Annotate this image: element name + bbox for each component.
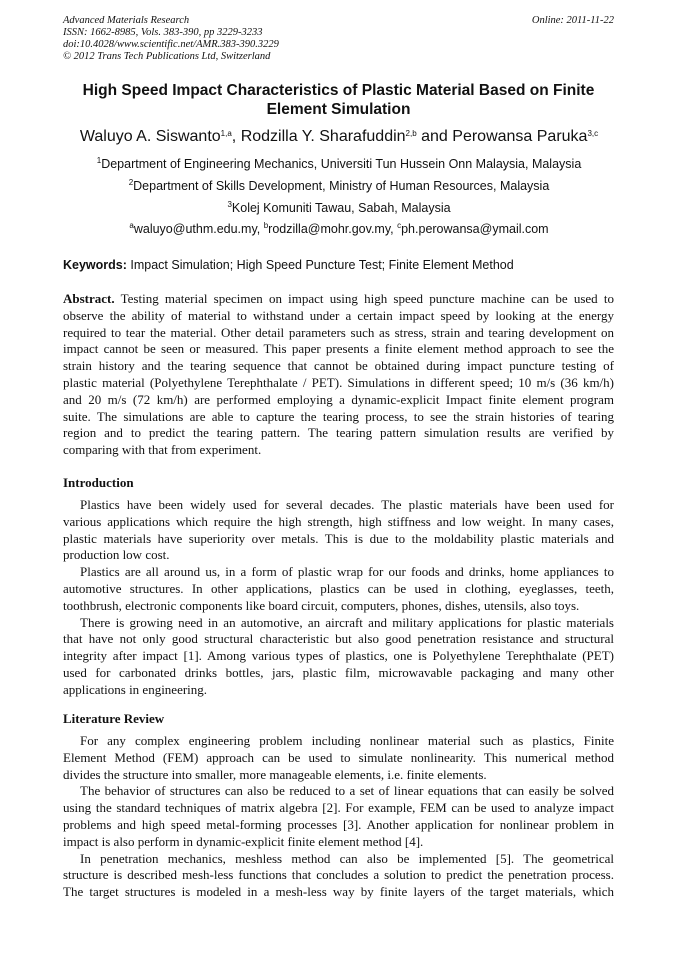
text-line: divides the structure into smaller, more manageable elements, i.e. finite elements. <box>63 766 487 782</box>
text-line: Plastics are all around us, in a form of plastic wrap for our foods and drinks, home appliances to <box>80 564 614 580</box>
abstract <box>63 291 614 459</box>
author-sup: 2,b <box>405 129 417 138</box>
journal-info <box>63 15 279 63</box>
paper-title <box>63 81 614 119</box>
text-line: region and to predict the tearing pattern. The tearing pattern simulation results are verified by <box>63 425 614 441</box>
title-line: High Speed Impact Characteristics of Plastic Material Based on Finite <box>82 82 595 99</box>
text-line: For any complex engineering problem including nonlinear material such as plastics, Finite <box>80 733 614 748</box>
journal-name: Advanced Materials Research <box>63 15 190 26</box>
text-line: impact cannot be seen or measured. This paper presents a finite element method approach to see the <box>63 341 614 357</box>
text-line: Element Method (FEM) approach can be used to simulate nonlinearity. This numerical method <box>63 749 614 765</box>
sep: , <box>231 128 241 145</box>
text-line: problems and high speed metal-forming processes [3]. Another application for nonlinear problem in <box>63 816 614 832</box>
email: ph.perowansa@ymail.com <box>401 222 549 236</box>
text-line: automotive structures. In other applications, plastics can be used in clothing, eyeglasses, teeth, <box>63 580 614 596</box>
text-line: comparing with that from experiment. <box>63 442 262 458</box>
title-line: Element Simulation <box>266 101 411 118</box>
text-line: The target structures is modeled in a mesh-less way by finite layers of the target materials, which <box>63 884 614 900</box>
text-line: plastic materials have superiority over metals. This is due to the moldability plastic materials and <box>63 530 614 546</box>
emails <box>40 221 638 237</box>
text-line: There is growing need in an automotive, an aircraft and military applications for plastic materials <box>80 614 614 630</box>
text-line: strain history and the tearing sequence that cannot be obtained during impact puncture testing of <box>63 358 614 374</box>
text-line: integrity after impact [1]. Among various types of plastics, one is Polyethylene Terephthalate (PET) <box>63 648 614 664</box>
text-line: observe the ability of material to withstand under a certain impact speed by looking at the energy <box>63 307 614 323</box>
text-line: toothbrush, electronic components like board circuit, computers, phones, dishes, utensils, also toys. <box>63 597 580 613</box>
keywords-label: Keywords: <box>63 258 127 272</box>
aff-text: Department of Engineering Mechanics, Universiti Tun Hussein Onn Malaysia, Malaysia <box>101 157 582 171</box>
aff-sup: 2 <box>128 178 134 187</box>
text-line: production low cost. <box>63 547 170 563</box>
aff-text: Kolej Komuniti Tawau, Sabah, Malaysia <box>231 201 451 215</box>
email: waluyo@uthm.edu.my, <box>133 222 264 236</box>
author-sup: 1,a <box>220 129 232 138</box>
text-line: various applications which require the high strength, high stiffness and low weight. In many cases, <box>63 513 614 529</box>
text-line: suite. The simulations are able to capture the tearing process, to see the strain histories of tearing <box>63 408 614 424</box>
author: Waluyo A. Siswanto <box>79 128 221 145</box>
online-date: Online: 2011-11-22 <box>531 15 614 26</box>
text-line: impact is also perform in dynamic-explicit finite element method [4]. <box>63 833 424 849</box>
email-sup: a <box>129 221 134 230</box>
abstract-text: Testing material specimen on impact using high speed puncture machine can be used to <box>114 291 614 306</box>
keywords <box>63 257 514 273</box>
affiliation <box>40 200 638 216</box>
section-heading-literature: Literature Review <box>63 711 165 726</box>
aff-sup: 3 <box>227 200 232 209</box>
text-line: and 20 m/s (72 km/h) are performed employing a dynamic-explicit Impact finite element program <box>63 391 614 407</box>
author-sup: 3,c <box>587 129 599 138</box>
text-line: Plastics have been widely used for several decades. The plastic materials have been used for <box>80 497 614 512</box>
text-line: that have not only good structural characteristic but also good penetration resistance and structural <box>63 631 614 647</box>
affiliation <box>40 156 638 172</box>
author: Perowansa Paruka <box>452 128 588 145</box>
authors <box>40 127 638 147</box>
text-line: required to tear the material. Other detail parameters such as stress, strain and tearing development on <box>63 324 614 340</box>
text-line: applications in engineering. <box>63 681 208 697</box>
issn: ISSN: 1662-8985, Vols. 383-390, pp 3229-3233 <box>63 27 263 38</box>
email: rodzilla@mohr.gov.my, <box>268 222 398 236</box>
email-sup: c <box>397 221 402 230</box>
aff-text: Department of Skills Development, Ministry of Human Resources, Malaysia <box>133 179 550 193</box>
copyright: © 2012 Trans Tech Publications Ltd, Switzerland <box>63 51 271 62</box>
literature-body <box>63 733 614 901</box>
introduction-body <box>63 497 614 699</box>
affiliation <box>40 178 638 194</box>
sep: and <box>416 128 453 145</box>
text-line: using the standard techniques of matrix algebra [2]. For example, FEM can be used to analyze impact <box>63 800 614 816</box>
author: Rodzilla Y. Sharafuddin <box>240 128 406 145</box>
keywords-text: Impact Simulation; High Speed Puncture Test; Finite Element Method <box>126 258 514 272</box>
text-line: In penetration mechanics, meshless method can also be implemented [5]. The geometrical <box>80 850 614 866</box>
doi: doi:10.4028/www.scientific.net/AMR.383-390.3229 <box>63 39 279 50</box>
section-heading-introduction: Introduction <box>63 475 134 490</box>
text-line: plastic material (Polyethylene Terephthalate / PET). Simulations in different speed; 10 m/s (36 km/h) <box>63 374 614 390</box>
text-line <box>63 291 614 308</box>
text-line: The behavior of structures can also be reduced to a set of linear equations that can easily be solved <box>80 783 614 799</box>
email-sup: b <box>263 221 269 230</box>
abstract-label: Abstract. <box>63 291 115 306</box>
text-line: used for carbonated drinks bottles, jars, plastic film, microwavable packaging and many other <box>63 664 614 680</box>
text-line: structure is described mesh-less functions that concludes a solution to predict the penetration process. <box>63 867 614 883</box>
aff-sup: 1 <box>96 156 102 165</box>
